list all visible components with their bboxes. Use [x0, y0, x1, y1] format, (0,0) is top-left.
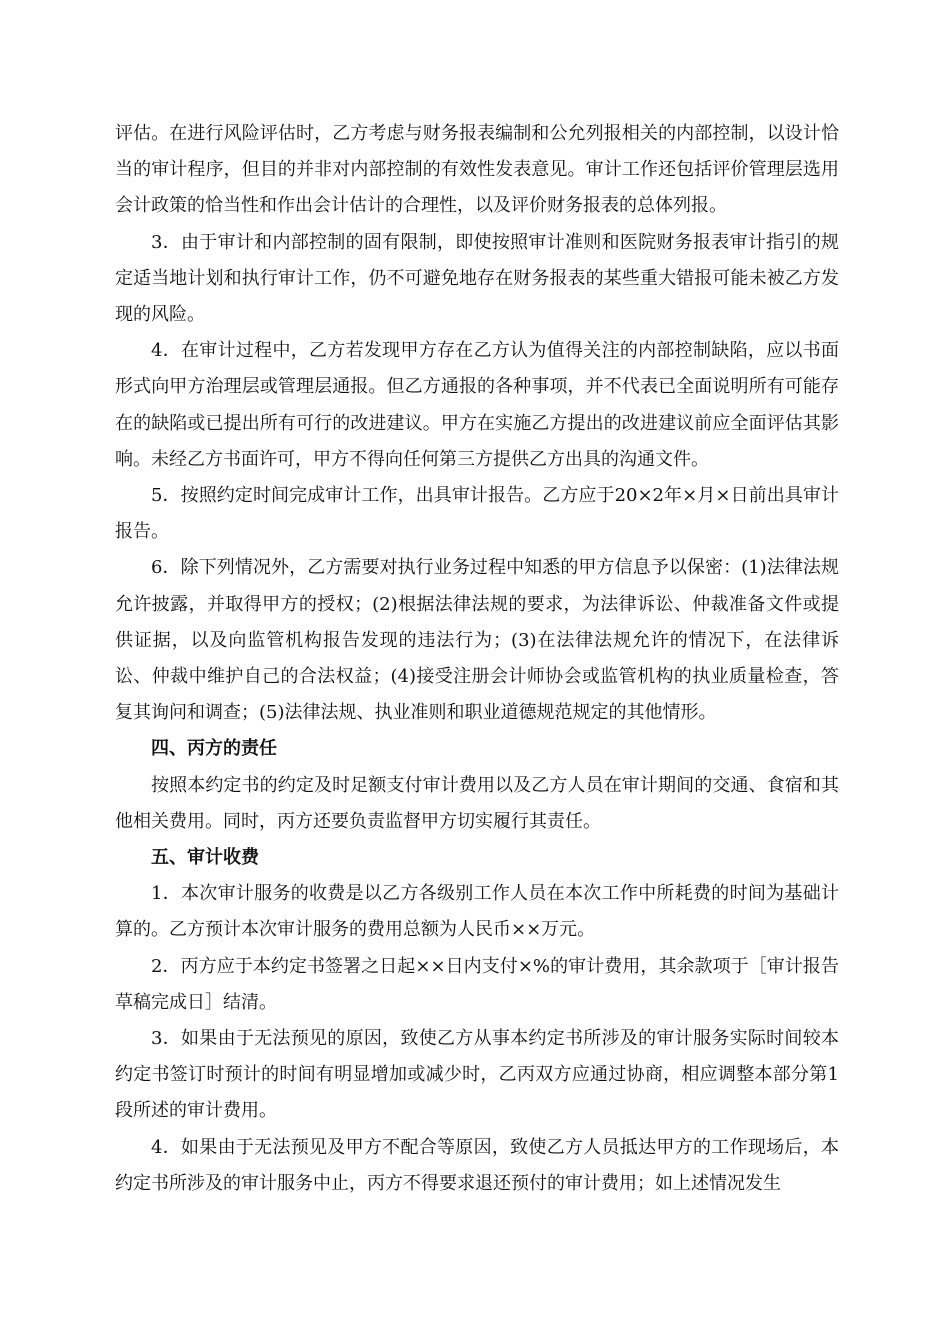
paragraph-fee-item-2: 2．丙方应于本约定书签署之日起××日内支付×%的审计费用，其余款项于［审计报告草稿完成日］结清。 — [115, 955, 839, 1013]
paragraph-item-4: 4．在审计过程中，乙方若发现甲方存在乙方认为值得关注的内部控制缺陷，应以书面形式向甲方治理层或管理层通报。但乙方通报的各种事项，并不代表已全面说明所有可能存在的缺陷或已提出所有可行的改进建议。甲方在实施乙方提出的改进建议前应全面评估其影响。未经乙方书面许可，甲方不得向任何第三方提供乙方出具的沟通文件。 — [115, 340, 839, 470]
document-page — [115, 116, 839, 1202]
paragraph-item-5: 5．按照约定时间完成审计工作，出具审计报告。乙方应于20×2年×月×日前出具审计报告。 — [115, 485, 839, 543]
section-heading-party-c-responsibility: 四、丙方的责任 — [151, 738, 277, 760]
paragraph-item-6: 6．除下列情况外，乙方需要对执行业务过程中知悉的甲方信息予以保密：(1)法律法规允许披露，并取得甲方的授权；(2)根据法律法规的要求，为法律诉讼、仲裁准备文件或提供证据，以及向监管机构报告发现的违法行为；(3)在法律法规允许的情况下，在法律诉讼、仲裁中维护自己的合法权益；(4)接受注册会计师协会或监管机构的执业质量检查，答复其询问和调查；(5)法律法规、执业准则和职业道德规范规定的其他情形。 — [115, 557, 839, 724]
paragraph-fee-item-1: 1．本次审计服务的收费是以乙方各级别工作人员在本次工作中所耗费的时间为基础计算的。乙方预计本次审计服务的费用总额为人民币××万元。 — [115, 883, 839, 941]
paragraph-fee-item-4: 4．如果由于无法预见及甲方不配合等原因，致使乙方人员抵达甲方的工作现场后，本约定书所涉及的审计服务中止，丙方不得要求退还预付的审计费用；如上述情况发生 — [115, 1136, 839, 1194]
paragraph-item-3: 3．由于审计和内部控制的固有限制，即使按照审计准则和医院财务报表审计指引的规定适当地计划和执行审计工作，仍不可避免地存在财务报表的某些重大错报可能未被乙方发现的风险。 — [115, 231, 839, 326]
paragraph-party-c-duties: 按照本约定书的约定及时足额支付审计费用以及乙方人员在审计期间的交通、食宿和其他相关费用。同时，丙方还要负责监督甲方切实履行其责任。 — [115, 774, 839, 832]
section-heading-audit-fees: 五、审计收费 — [151, 847, 259, 869]
paragraph-fee-item-3: 3．如果由于无法预见的原因，致使乙方从事本约定书所涉及的审计服务实际时间较本约定书签订时预计的时间有明显增加或减少时，乙丙双方应通过协商，相应调整本部分第1段所述的审计费用。 — [115, 1028, 839, 1122]
paragraph-continuation: 评估。在进行风险评估时，乙方考虑与财务报表编制和公允列报相关的内部控制，以设计恰当的审计程序，但目的并非对内部控制的有效性发表意见。审计工作还包括评价管理层选用会计政策的恰当性和作出会计估计的合理性，以及评价财务报表的总体列报。 — [115, 123, 839, 217]
